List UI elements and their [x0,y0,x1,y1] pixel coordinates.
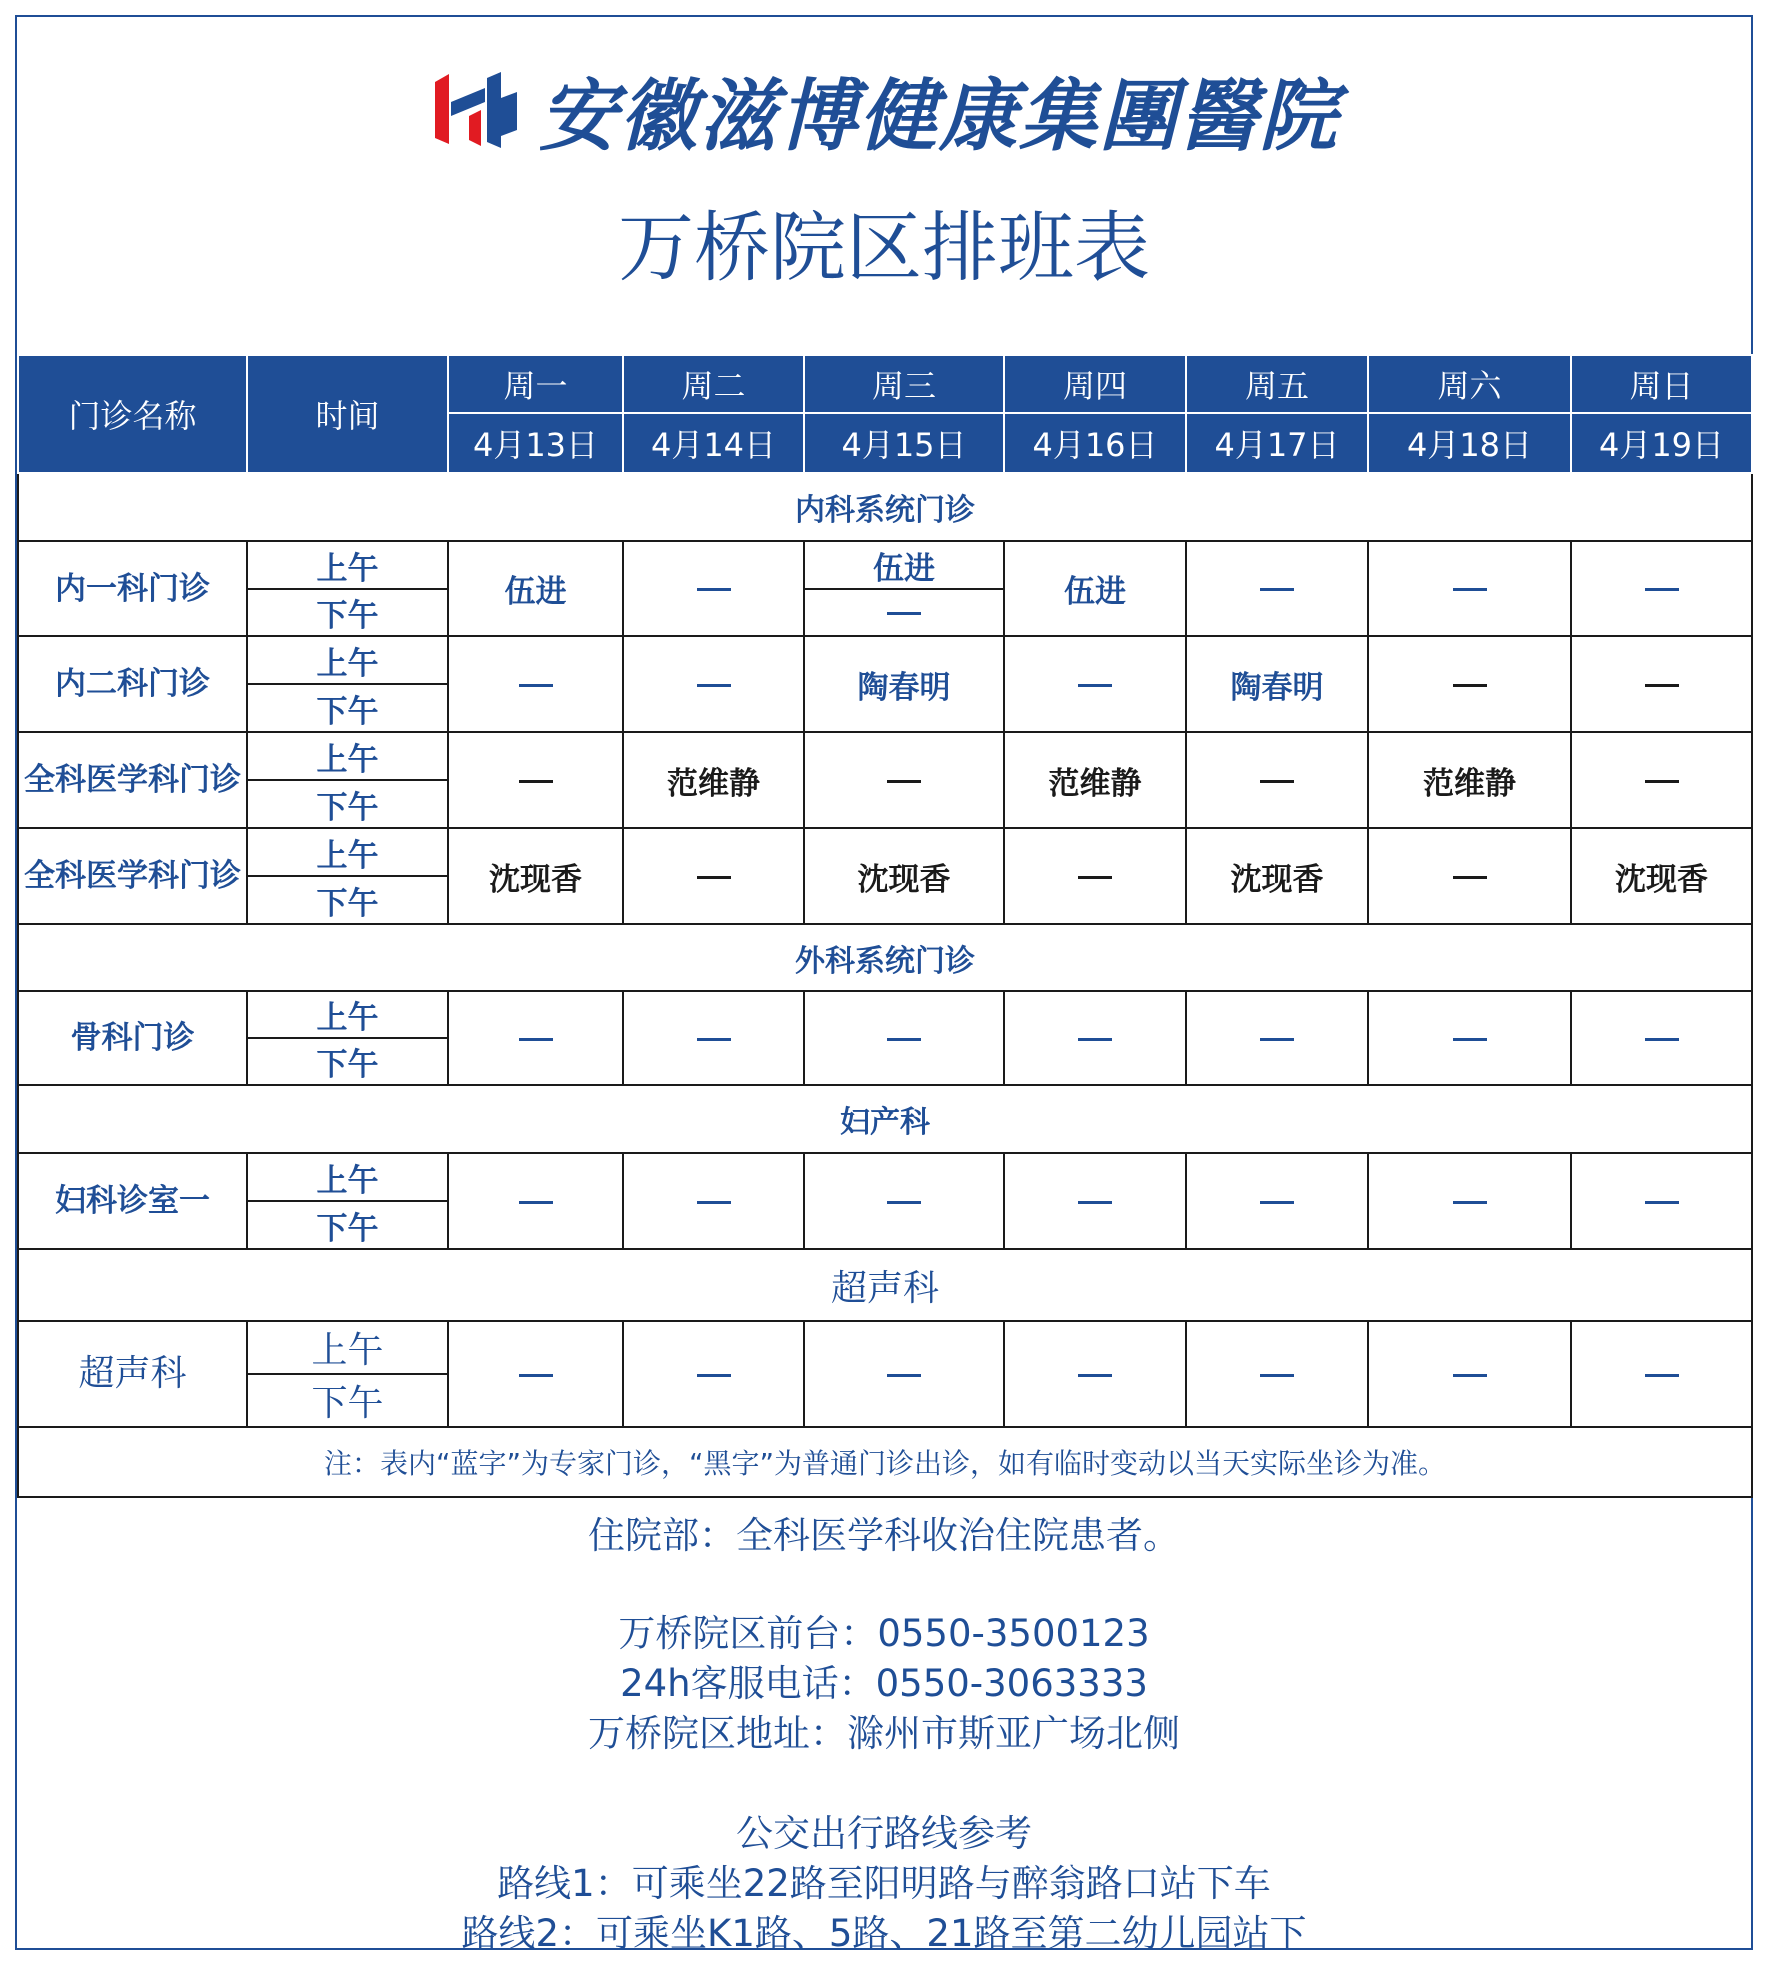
dash [1260,588,1294,591]
dept-name: 全科医学科门诊 [18,828,247,924]
dash [1078,1374,1112,1377]
empty-cell [1571,636,1752,732]
dash [519,780,553,783]
dash [1260,1374,1294,1377]
header-weekday: 周日 [1571,355,1752,413]
header-weekday: 周五 [1186,355,1368,413]
period-am: 上午 [247,541,448,589]
schedule-table [17,354,1753,1498]
dash [697,684,731,687]
empty-cell [1186,1321,1368,1427]
empty-cell [1571,1153,1752,1249]
hospital-logo-icon [429,68,521,152]
header-weekday: 周三 [804,355,1004,413]
empty-cell [1368,828,1571,924]
empty-cell [623,541,804,636]
dash [1453,1038,1487,1041]
empty-cell [804,1153,1004,1249]
period-am: 上午 [247,732,448,780]
header-dept: 门诊名称 [18,355,247,473]
section-ultrasound: 超声科 [18,1249,1752,1321]
empty-cell [1368,1153,1571,1249]
period-pm: 下午 [247,1201,448,1249]
dash [1260,1038,1294,1041]
empty-cell [1004,828,1186,924]
dash [887,1201,921,1204]
empty-cell [1004,1153,1186,1249]
doctor-cell: 范维静 [623,732,804,828]
front-desk-phone: 万桥院区前台：0550-3500123 [618,1612,1150,1655]
empty-cell [623,636,804,732]
empty-cell [448,636,623,732]
header-weekday: 周六 [1368,355,1571,413]
header-date: 4月18日 [1368,413,1571,473]
dash [1453,588,1487,591]
legend-note: 注：表内“蓝字”为专家门诊，“黑字”为普通门诊出诊，如有临时变动以当天实际坐诊为准。 [18,1427,1752,1497]
doctor-cell: 陶春明 [804,636,1004,732]
dash [1453,1374,1487,1377]
dash [519,1374,553,1377]
doctor-cell: 陶春明 [1186,636,1368,732]
period-pm: 下午 [247,1038,448,1085]
empty-cell [623,828,804,924]
doctor-cell: 沈现香 [804,828,1004,924]
period-pm: 下午 [247,1374,448,1427]
header-date: 4月13日 [448,413,623,473]
empty-cell [623,1321,804,1427]
dash [1260,1201,1294,1204]
empty-cell [1186,541,1368,636]
bus-route-1: 路线1：可乘坐22路至阳明路与醉翁路口站下车 [497,1862,1271,1905]
empty-cell [448,991,623,1085]
dash [697,1038,731,1041]
empty-cell [1571,732,1752,828]
empty-cell [1571,991,1752,1085]
empty-cell [1186,1153,1368,1249]
empty-cell [1368,636,1571,732]
header-date: 4月15日 [804,413,1004,473]
dash [1078,1038,1112,1041]
header-weekday: 周一 [448,355,623,413]
header-date: 4月14日 [623,413,804,473]
doctor-cell: 伍进 [1004,541,1186,636]
dash [887,780,921,783]
dash [697,1201,731,1204]
schedule-poster [15,15,1753,1955]
period-pm: 下午 [247,876,448,924]
section-surgery: 外科系统门诊 [18,924,1752,991]
dept-name: 超声科 [18,1321,247,1427]
dash [1645,1038,1679,1041]
doctor-cell: 伍进 [804,541,1004,589]
doctor-cell: 伍进 [448,541,623,636]
dash [697,876,731,879]
empty-cell [1571,1321,1752,1427]
header-date: 4月16日 [1004,413,1186,473]
header [17,17,1751,354]
dept-name: 内二科门诊 [18,636,247,732]
dash [519,684,553,687]
dash [887,612,921,615]
dash [1645,684,1679,687]
empty-cell [1004,991,1186,1085]
empty-cell [1368,1321,1571,1427]
period-am: 上午 [247,828,448,876]
dash [887,1038,921,1041]
dash [1453,876,1487,879]
dash [697,1374,731,1377]
section-internal-medicine: 内科系统门诊 [18,473,1752,541]
period-pm: 下午 [247,780,448,828]
dash [1645,588,1679,591]
logo-row [17,55,1751,165]
dept-name: 骨科门诊 [18,991,247,1085]
bus-title: 公交出行路线参考 [736,1812,1032,1855]
period-am: 上午 [247,1321,448,1374]
empty-cell [1004,1321,1186,1427]
doctor-cell: 范维静 [1368,732,1571,828]
dash [1645,1374,1679,1377]
dept-name: 妇科诊室一 [18,1153,247,1249]
empty-cell [1368,991,1571,1085]
dash [1078,1201,1112,1204]
bus-route-2: 路线2：可乘坐K1路、5路、21路至第二幼儿园站下 [461,1912,1307,1955]
page-title: 万桥院区排班表 [618,203,1150,292]
empty-cell [1186,991,1368,1085]
doctor-cell: 沈现香 [1186,828,1368,924]
period-pm: 下午 [247,589,448,636]
header-time: 时间 [247,355,448,473]
empty-cell [623,1153,804,1249]
period-am: 上午 [247,1153,448,1201]
empty-cell [448,1153,623,1249]
period-pm: 下午 [247,684,448,732]
empty-cell [804,991,1004,1085]
dash [519,1201,553,1204]
header-weekday: 周二 [623,355,804,413]
hotline-phone: 24h客服电话：0550-3063333 [620,1662,1148,1705]
address: 万桥院区地址：滁州市斯亚广场北侧 [588,1712,1180,1755]
dash [1078,876,1112,879]
empty-cell [804,732,1004,828]
period-am: 上午 [247,636,448,684]
empty-cell [804,589,1004,636]
dash [887,1374,921,1377]
empty-cell [448,732,623,828]
dash [1078,684,1112,687]
inpatient-info: 住院部：全科医学科收治住院患者。 [588,1514,1180,1557]
period-am: 上午 [247,991,448,1038]
dash [1453,684,1487,687]
header-date: 4月19日 [1571,413,1752,473]
dept-name: 内一科门诊 [18,541,247,636]
empty-cell [804,1321,1004,1427]
header-date: 4月17日 [1186,413,1368,473]
footer-info [17,1485,1751,1955]
doctor-cell: 范维静 [1004,732,1186,828]
dept-name: 全科医学科门诊 [18,732,247,828]
empty-cell [448,1321,623,1427]
doctor-cell: 沈现香 [1571,828,1752,924]
dash [1645,780,1679,783]
hospital-name: 安徽滋博健康集團醫院 [538,71,1339,162]
header-weekday: 周四 [1004,355,1186,413]
empty-cell [1368,541,1571,636]
empty-cell [1004,636,1186,732]
dash [1260,780,1294,783]
empty-cell [1186,732,1368,828]
empty-cell [1571,541,1752,636]
doctor-cell: 沈现香 [448,828,623,924]
dash [1645,1201,1679,1204]
dash [1453,1201,1487,1204]
section-obgyn: 妇产科 [18,1085,1752,1153]
dash [697,588,731,591]
dash [519,1038,553,1041]
empty-cell [623,991,804,1085]
